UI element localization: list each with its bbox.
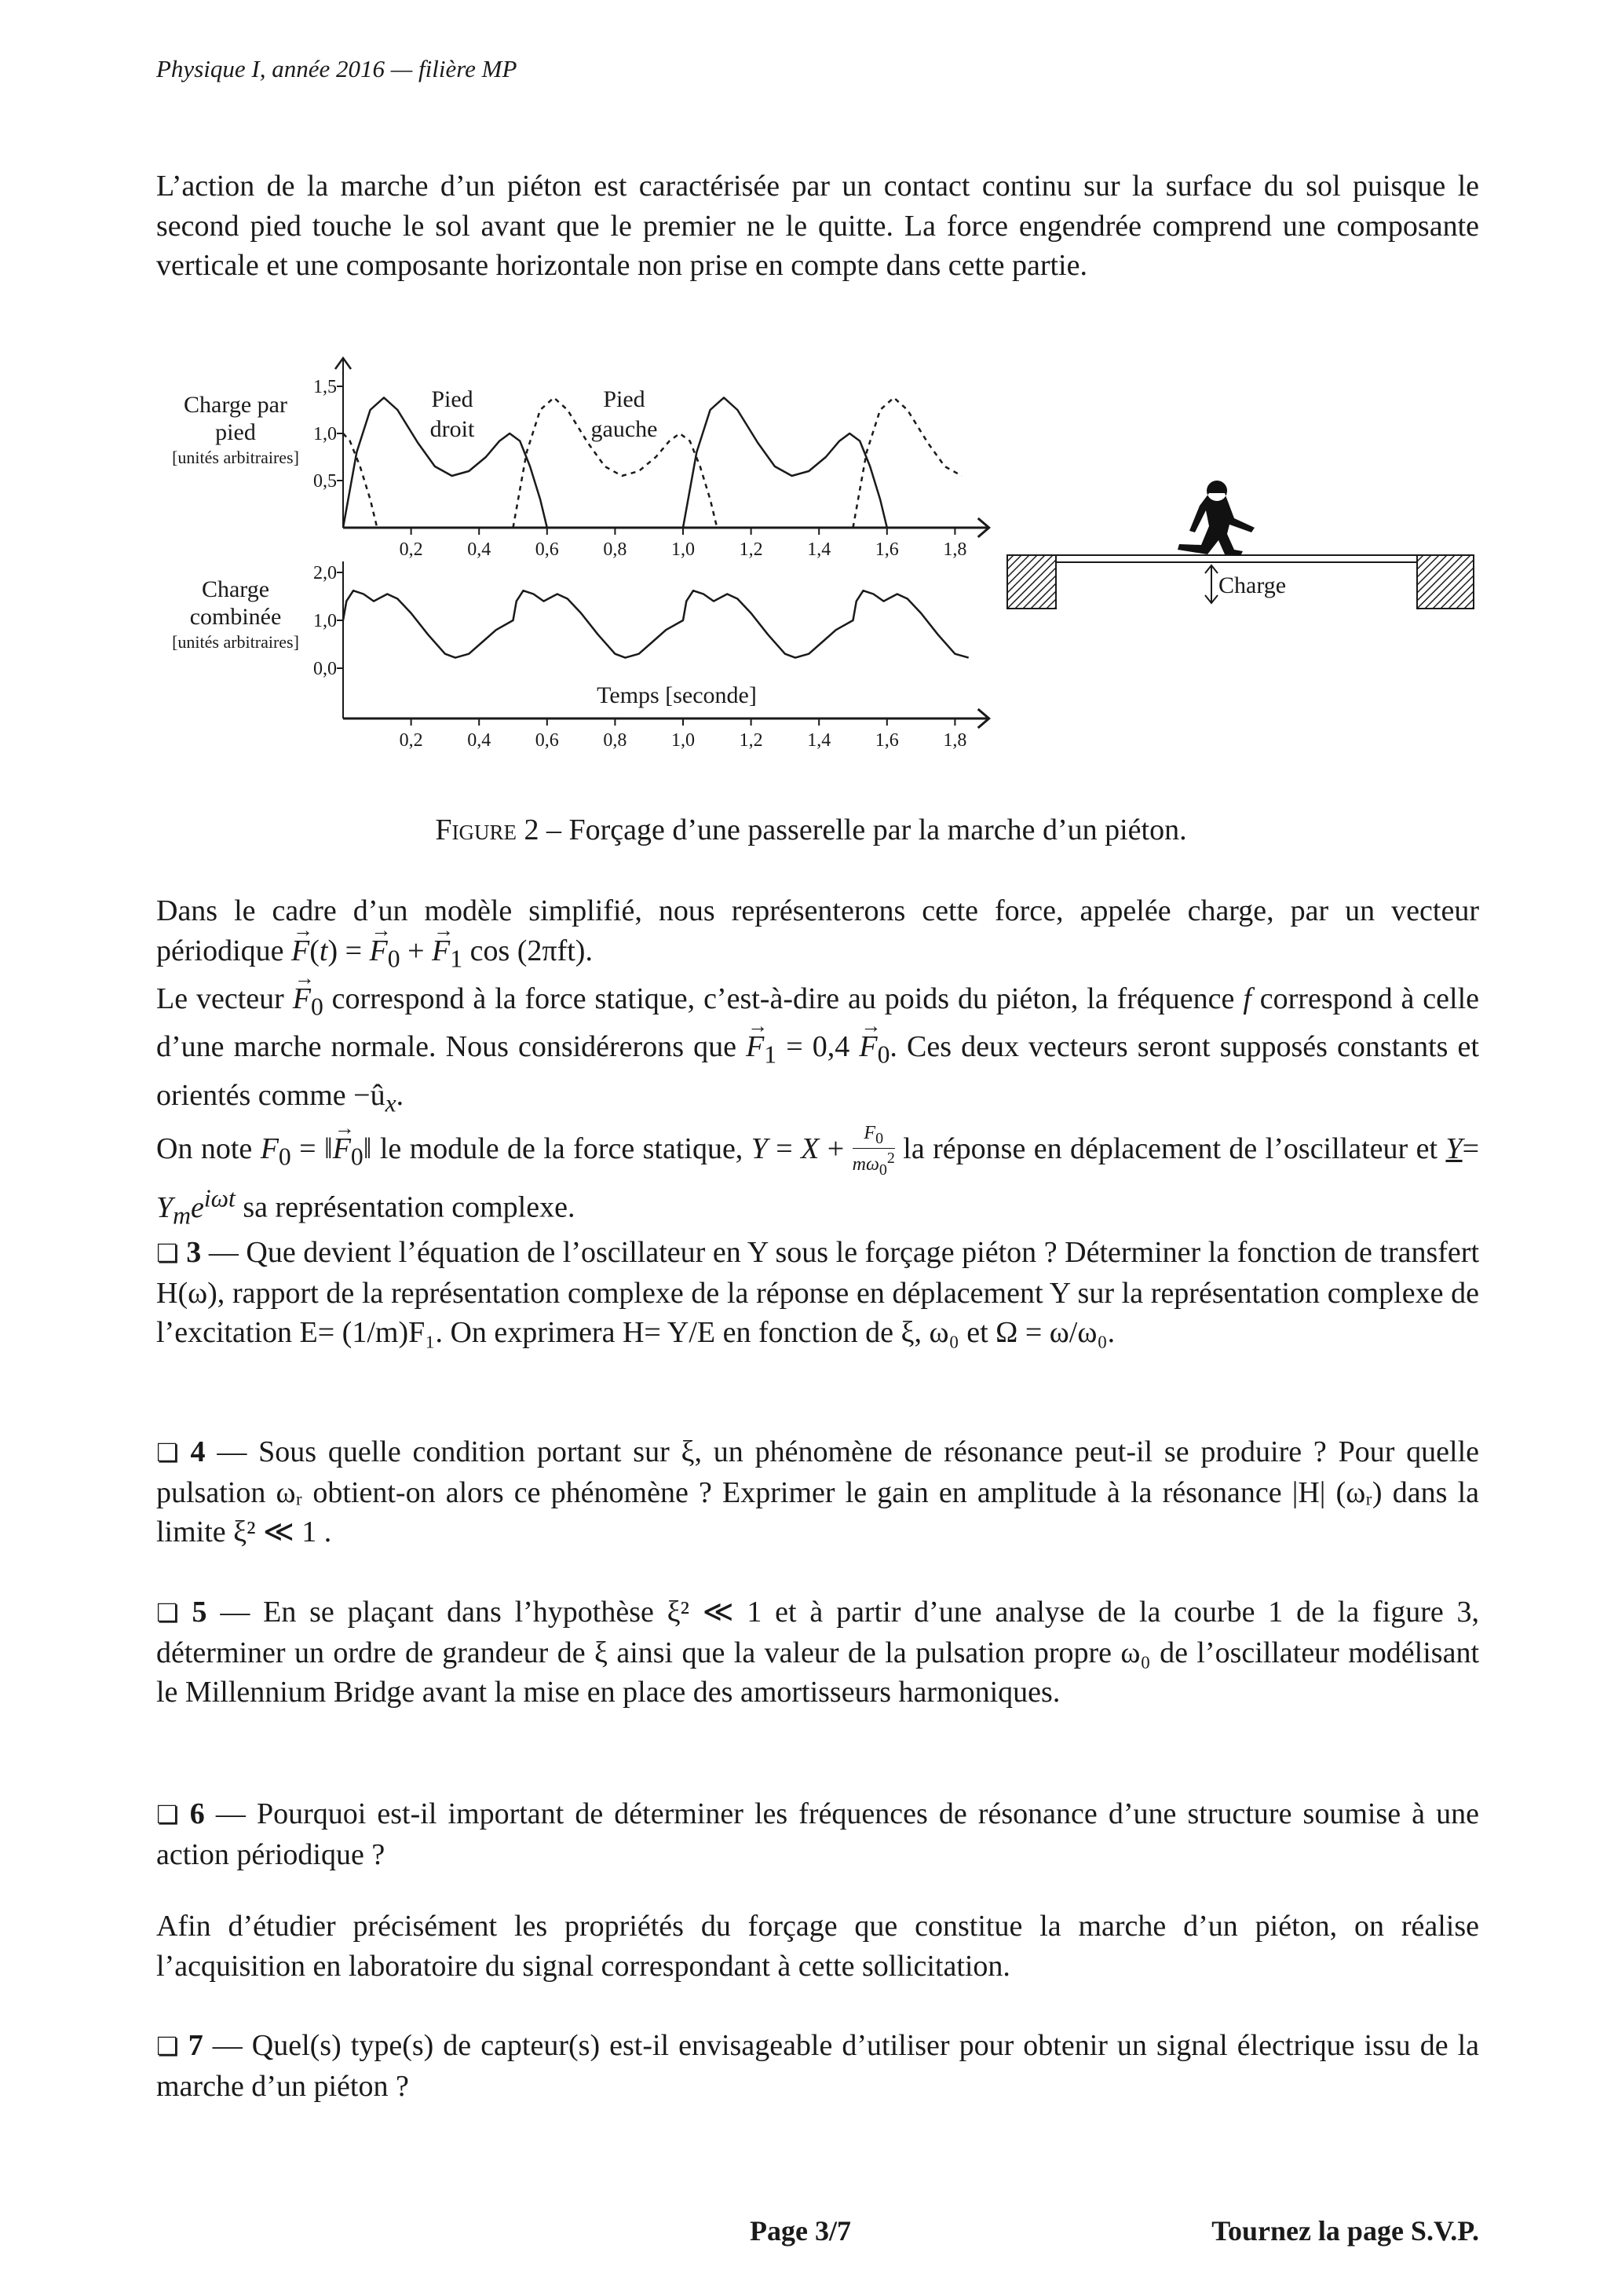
- y-axis-label: combinée: [189, 604, 282, 630]
- x-tick-label: 0,6: [535, 730, 559, 751]
- x-tick-label: 1,2: [739, 539, 763, 560]
- q-text: En se plaçant dans l’hypothèse ξ² ≪ 1 et à partir d’une analyse de la courbe 1 de la figure 3, déterminer un ordre de grandeur de ξ ainsi que la valeur de la pulsation propre ω₀ de l’oscillateur modélisant le Millennium Bridge avant la mise en place des amortisseurs harmoniques.: [156, 1596, 1480, 1709]
- x-tick-label: 0,2: [399, 730, 423, 751]
- x-tick-label: 1,0: [671, 730, 695, 751]
- y-axis-label: pied: [215, 419, 256, 445]
- question-3: [156, 1233, 1479, 1353]
- annotation-pied-gauche-2: gauche: [590, 416, 658, 442]
- y-tick-label: 2,0: [313, 563, 337, 583]
- x-tick-label: 1,0: [671, 539, 695, 560]
- p2-math: cos (2πft).: [469, 934, 593, 967]
- caption-text: – Forçage d’une passerelle par la marche d’un piéton.: [539, 813, 1187, 846]
- x-tick-label: 0,8: [603, 730, 627, 751]
- y-axis-label: [unités arbitraires]: [172, 632, 299, 652]
- x-tick-label: 1,8: [943, 730, 967, 751]
- q-text: Quel(s) type(s) de capteur(s) est-il envisageable d’utiliser pour obtenir un signal électrique issu de la marche d’un piéton ?: [156, 2029, 1480, 2103]
- page-header: Physique I, année 2016 — filière MP: [156, 55, 517, 82]
- x-tick-label: 1,6: [875, 730, 899, 751]
- dash: —: [212, 2029, 243, 2062]
- hatch-line: [1417, 555, 1423, 561]
- q-num: 4: [190, 1435, 206, 1468]
- q-text: Sous quelle condition portant sur ξ, un phénomène de résonance peut-il se produire ? Pour quelle pulsation ωᵣ obtient-on alors ce phénomène ? Exprimer le gain en amplitude à la résonance |H| (ωᵣ) dans la limite ξ² ≪ 1 .: [156, 1435, 1480, 1549]
- q-num: 5: [192, 1596, 207, 1629]
- question-7: [156, 2026, 1479, 2106]
- hatch-line: [1456, 591, 1474, 609]
- x-tick-label: 1,6: [875, 539, 899, 560]
- p2-l2d: = 0,4: [776, 1030, 860, 1064]
- hatch-line: [1433, 568, 1474, 609]
- hatch-line: [1417, 555, 1431, 569]
- checkbox-icon: ❏: [156, 2031, 179, 2061]
- x-axis-label: Temps [seconde]: [597, 682, 757, 708]
- figure-2: [0, 0, 1622, 801]
- y-tick-label: 0,5: [313, 471, 337, 492]
- question-6: [156, 1794, 1479, 1874]
- p2-l2b: correspond à la force statique, c’est-à-dire au poids du piéton, la fréquence: [323, 982, 1244, 1015]
- checkbox-icon: ❏: [156, 1598, 179, 1628]
- checkbox-icon: ❏: [156, 1800, 179, 1830]
- dash: —: [215, 1797, 246, 1830]
- y-axis-label: Charge par: [184, 392, 287, 418]
- x-tick-label: 1,4: [807, 539, 831, 560]
- p2-l3b: le module de la force statique,: [371, 1132, 751, 1165]
- p2-l3d: sa représentation complexe.: [235, 1191, 575, 1225]
- question-5: [156, 1592, 1479, 1713]
- page-number: Page 3/7: [750, 2215, 851, 2247]
- p2-l3c: la réponse en déplacement de l’oscillateur et: [894, 1132, 1446, 1165]
- hatch-line: [1047, 599, 1056, 609]
- pedestrian-icon: [1178, 481, 1255, 556]
- caption-label: Figure 2: [435, 813, 539, 846]
- acquisition-paragraph: Afin d’étudier précisément les propriétés du forçage que constitue la marche d’un piéton, on réalise l’acquisition en laboratoire du signal correspondant à cette sollicitation.: [156, 1910, 1479, 1983]
- q-num: 7: [188, 2029, 203, 2062]
- p2-l2a: Le vecteur: [156, 982, 293, 1015]
- x-tick-label: 0,4: [467, 730, 491, 751]
- x-tick-label: 0,6: [535, 539, 559, 560]
- figure-caption: [0, 813, 1622, 847]
- hatch-line: [1015, 568, 1056, 609]
- hatch-line: [1007, 560, 1056, 609]
- hatch-line: [1425, 560, 1474, 609]
- x-tick-label: 1,2: [739, 730, 763, 751]
- series-charge-combinée: [343, 590, 969, 657]
- intro-paragraph: L’action de la marche d’un piéton est caractérisée par un contact continu sur la surface du sol puisque le second pied touche le sol avant que le premier ne le quitte. La force engendrée comprend une composante verticale et une composante horizontale non prise en compte dans cette partie.: [156, 170, 1479, 283]
- x-tick-label: 0,8: [603, 539, 627, 560]
- q-num: 3: [186, 1236, 202, 1269]
- p2-l3a: On note: [156, 1132, 261, 1165]
- p2-line1: Dans le cadre d’un modèle simplifié, nous représenterons cette force, appelée charge, par un vecteur périodique: [156, 894, 1479, 967]
- q-text: Pourquoi est-il important de déterminer les fréquences de résonance d’une structure soumise à une action périodique ?: [156, 1797, 1480, 1871]
- hatch-line: [1007, 555, 1014, 561]
- model-paragraph: Dans le cadre d’un modèle simplifié, nous représenterons cette force, appelée charge, par un vecteur périodique → F(t) = → $F_0$ + → $F_1$ cos (2πft). Le vecteur → $F_0$ correspond à la force statique, c’est-à-dire au poids du piéton, la fréquence f correspond à celle d’une marche normale. Nous considérerons que → $F_1 = 0,4 \to F_0$. Ces deux vecteurs seront supposés constants et orientés comme $-û_x$. On note $F_0$ = ‖→ $F_0‖$ le module de la force statique, Y = X + $\frac{F_0}{m\omega_0^2}$ la réponse en déplacement de l’oscillateur et $Y= Y_me^{i\omega t}$ sa représentation complexe.: [156, 891, 1479, 1236]
- p2-l2c: correspond à celle d’une marche normale. Nous considérerons que: [156, 982, 1480, 1064]
- x-tick-label: 0,2: [399, 539, 423, 560]
- annotation-pied-droit-1: Pied: [431, 386, 473, 412]
- question-4: [156, 1432, 1479, 1552]
- series-pied-gauche: [343, 433, 377, 528]
- charge-label: Charge: [1218, 572, 1287, 598]
- dash: —: [208, 1236, 239, 1269]
- hatch-line: [1007, 555, 1037, 585]
- annotation-pied-droit-2: droit: [429, 416, 475, 442]
- annotation-pied-gauche-1: Pied: [603, 386, 645, 412]
- x-tick-label: 1,8: [943, 539, 967, 560]
- checkbox-icon: ❏: [156, 1238, 179, 1268]
- double-arrow-icon: [1205, 565, 1218, 603]
- hatch-line: [1417, 555, 1447, 585]
- checkbox-icon: ❏: [156, 1438, 179, 1468]
- y-tick-label: 1,0: [313, 424, 337, 444]
- p2-l2e: . Ces deux vecteurs seront supposés constants et orientés comme −û: [156, 1030, 1479, 1112]
- y-axis-label: Charge: [201, 576, 270, 602]
- y-tick-label: 0,0: [313, 659, 337, 679]
- hatch-line: [1417, 555, 1455, 593]
- x-tick-label: 1,4: [807, 730, 831, 751]
- x-tick-label: 0,4: [467, 539, 491, 560]
- q-text: Que devient l’équation de l’oscillateur en Y sous le forçage piéton ? Déterminer la fonction de transfert H(ω), rapport de la représentation complexe de la réponse en déplacement Y sur la représentation complexe de l’excitation E= (1/m)F₁. On exprimera H= Y/E en fonction de ξ, ω₀ et Ω = ω/ω₀.: [156, 1236, 1480, 1350]
- hatch-line: [1417, 555, 1470, 609]
- turn-page-note: Tournez la page S.V.P.: [1211, 2215, 1479, 2247]
- hatch-line: [1031, 583, 1056, 609]
- y-axis-label: [unités arbitraires]: [172, 448, 299, 467]
- hatch-line: [1448, 583, 1474, 609]
- q-num: 6: [189, 1797, 205, 1830]
- y-tick-label: 1,0: [313, 611, 337, 631]
- hatch-line: [1007, 555, 1045, 593]
- hatch-line: [1464, 599, 1474, 609]
- dash: —: [217, 1435, 247, 1468]
- y-tick-label: 1,5: [313, 377, 337, 397]
- hatch-line: [1007, 555, 1021, 569]
- dash: —: [220, 1596, 250, 1629]
- hatch-line: [1039, 591, 1056, 609]
